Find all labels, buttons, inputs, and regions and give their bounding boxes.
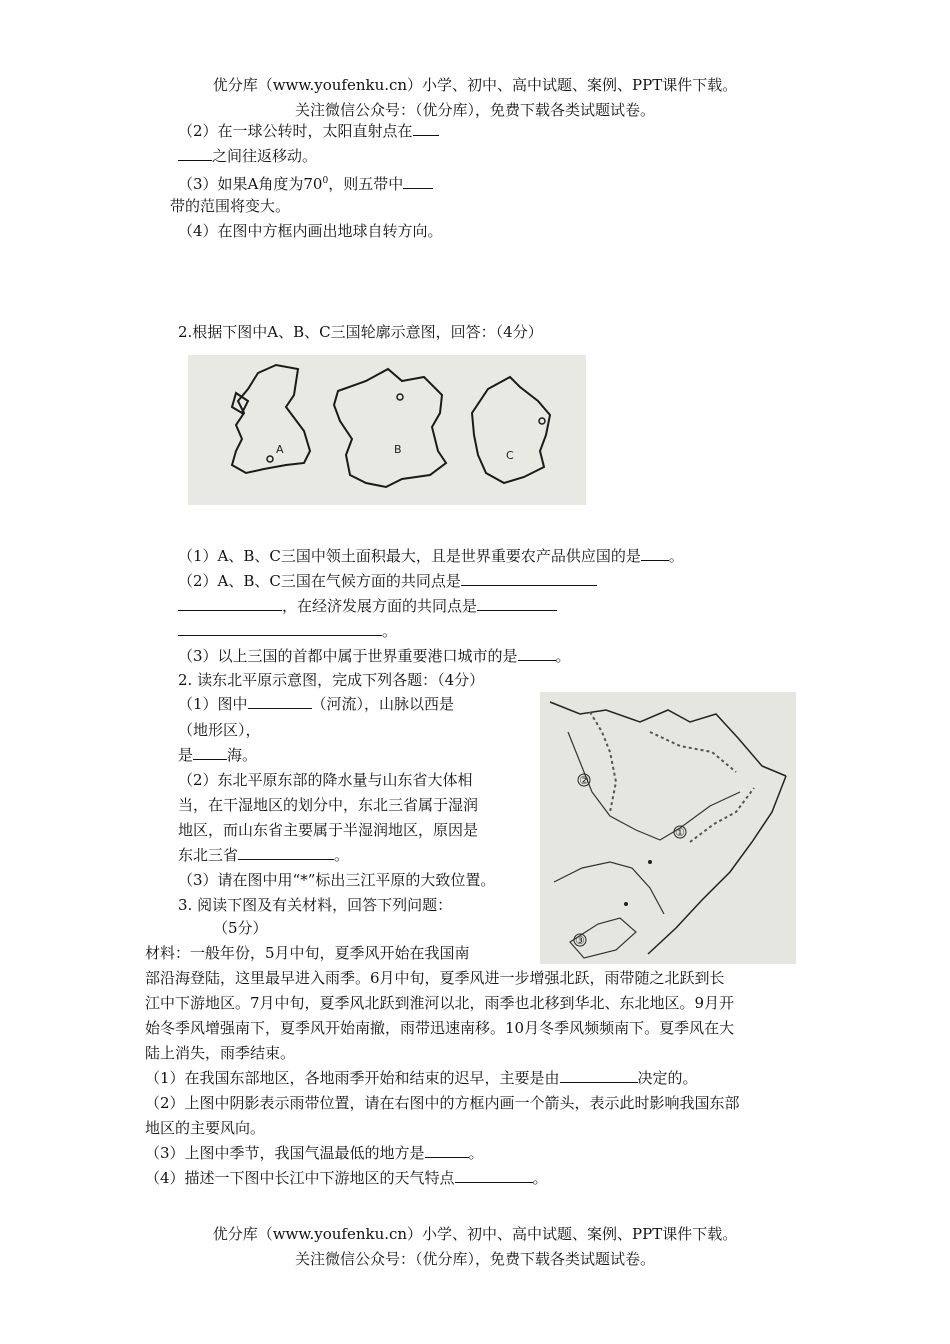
q2-part1-text-b: 。 (668, 547, 684, 565)
q2-part2-text-b: ，在经济发展方面的共同点是 (282, 597, 478, 615)
q2-part2-text-c: 。 (382, 622, 398, 640)
header-line-1: 优分库（www.youfenku.cn）小学、初中、高中试题、案例、PPT课件下载。 (212, 76, 738, 94)
q3-part3: （3）请在图中用“*”标出三江平原的大致位置。 (178, 871, 496, 889)
q2-part2-cont (178, 596, 557, 616)
q4-material-3: 江中下游地区。7月中旬，夏季风北跃到淮河以北，雨季也北移到华北、东北地区。9月开 (145, 994, 735, 1012)
footer-line-2: 关注微信公众号：（优分库），免费下载各类试题试卷。 (294, 1250, 655, 1268)
map-label-1: ① (675, 826, 685, 839)
answer-blank[interactable] (193, 745, 227, 760)
q2-part1 (178, 546, 684, 566)
header-line-2: 关注微信公众号：（优分库），免费下载各类试题试卷。 (294, 101, 655, 119)
country-label-b: B (394, 443, 402, 456)
city-dot (624, 902, 628, 906)
q1-part2-text-b: 之间往返移动。 (212, 147, 318, 165)
q2-part3-text: （3）以上三国的首都中属于世界重要港口城市的是 (178, 647, 518, 665)
q4-material-1: 材料：一般年份，5月中旬，夏季风开始在我国南 (145, 944, 470, 962)
northeast-plain-map (540, 692, 796, 964)
q3-part1 (178, 694, 454, 714)
q2-part3 (178, 646, 571, 666)
answer-blank[interactable] (455, 1168, 533, 1183)
q3-part2-text-b: 。 (334, 846, 350, 864)
country-c-outline (472, 377, 550, 483)
q1-part2 (178, 121, 439, 141)
q1-part3-cont: 带的范围将变大。 (170, 197, 291, 215)
q4-title: 3. 阅读下图及有关材料，回答下列问题： (178, 896, 453, 914)
answer-blank[interactable] (425, 1143, 469, 1158)
country-b-outline (334, 369, 446, 487)
q4-part1-text: （1）在我国东部地区，各地雨季开始和结束的迟早，主要是由 (145, 1069, 560, 1087)
q1-part3-text: （3）如果A角度为70 (178, 175, 323, 193)
q4-material-4: 始冬季风增强南下，夏季风开始南撤，雨带迅速南移。10月冬季风频频南下。夏季风在大 (145, 1019, 735, 1037)
capital-b-marker (397, 394, 403, 400)
answer-blank[interactable] (178, 596, 282, 611)
q4-part2-l1: （2）上图中阴影表示雨带位置，请在右图中的方框内画一个箭头，表示此时影响我国东部 (145, 1094, 740, 1112)
q4-score: （5分） (213, 919, 268, 937)
footer-line-1: 优分库（www.youfenku.cn）小学、初中、高中试题、案例、PPT课件下载。 (212, 1225, 738, 1243)
q3-part1-text-e: 是 (178, 746, 194, 764)
map-label-2: ② (579, 774, 589, 787)
q2-part3-text-b: 。 (555, 647, 571, 665)
answer-blank[interactable] (403, 174, 433, 189)
answer-blank[interactable] (641, 546, 669, 561)
country-label-c: C (506, 449, 514, 462)
answer-blank[interactable] (178, 146, 212, 161)
mountain-range-1 (590, 712, 616, 812)
mountain-range-2 (650, 732, 736, 772)
city-dot (648, 860, 652, 864)
q4-material-2: 部沿海登陆，这里最早进入雨季。6月中旬，夏季风进一步增强北跃，雨带随之北跃到长 (145, 969, 725, 987)
map-label-3: ③ (575, 934, 585, 947)
q4-part3-text-b: 。 (468, 1144, 484, 1162)
q1-part2-cont (178, 146, 317, 166)
northeast-plain-svg (540, 692, 796, 964)
q2-part2-text: （2）A、B、C三国在气候方面的共同点是 (178, 572, 461, 590)
q3-part2-l2: 当，在干湿地区的划分中，东北三省属于湿润 (178, 796, 479, 814)
q4-part1 (145, 1068, 698, 1088)
q4-material-5: 陆上消失，雨季结束。 (145, 1044, 296, 1062)
q1-part3-text-b: ，则五带中 (328, 175, 404, 193)
q2-part2 (178, 571, 597, 591)
capital-c-marker (539, 418, 545, 424)
q1-part4: （4）在图中方框内画出地球自转方向。 (178, 222, 443, 240)
q3-part2-l4 (178, 845, 349, 865)
q1-part2-text: （2）在一球公转时，太阳直射点在 (178, 122, 413, 140)
q4-part4-text-b: 。 (532, 1169, 548, 1187)
q3-part1-text: （1）图中 (178, 695, 248, 713)
answer-blank[interactable] (413, 121, 439, 136)
q4-part1-text-b: 决定的。 (637, 1069, 698, 1087)
capital-a-marker (267, 456, 273, 462)
answer-blank[interactable] (477, 596, 557, 611)
q3-part1-text-f: 海。 (227, 746, 258, 764)
answer-blank[interactable] (238, 845, 334, 860)
q1-part3 (178, 171, 433, 194)
degree-sup: 0 (322, 176, 329, 186)
q3-part1-text-c: （河流），山脉以西是 (311, 695, 455, 713)
q3-part1-cont: （地形区）， (178, 721, 261, 739)
mountain-range-3 (690, 788, 754, 842)
q3-title: 2. 读东北平原示意图，完成下列各题：（4分） (178, 671, 485, 689)
q3-part2-l1: （2）东北平原东部的降水量与山东省大体相 (178, 771, 473, 789)
q4-part2-l2: 地区的主要风向。 (145, 1119, 266, 1137)
q2-part1-text: （1）A、B、C三国中领土面积最大，且是世界重要农产品供应国的是 (178, 547, 641, 565)
country-label-a: A (276, 443, 284, 456)
country-outline-map (188, 355, 586, 505)
q4-part4 (145, 1168, 548, 1188)
answer-blank[interactable] (178, 621, 382, 636)
q3-part2-text: 东北三省 (178, 846, 239, 864)
q4-part3-text: （3）上图中季节，我国气温最低的地方是 (145, 1144, 425, 1162)
q3-part2-l3: 地区，而山东省主要属于半湿润地区，原因是 (178, 821, 479, 839)
answer-blank[interactable] (248, 694, 312, 709)
answer-blank[interactable] (518, 646, 556, 661)
border-line (550, 702, 786, 776)
river-line-2 (554, 862, 664, 914)
q2-title: 2.根据下图中A、B、C三国轮廓示意图，回答：（4分） (178, 323, 543, 341)
q4-part4-text: （4）描述一下图中长江中下游地区的天气特点 (145, 1169, 455, 1187)
q2-part2-cont2 (178, 621, 397, 641)
country-outline-svg (188, 355, 586, 505)
answer-blank[interactable] (560, 1068, 638, 1083)
q4-part3 (145, 1143, 484, 1163)
q3-part1-cont2 (178, 745, 257, 765)
answer-blank[interactable] (461, 571, 597, 586)
